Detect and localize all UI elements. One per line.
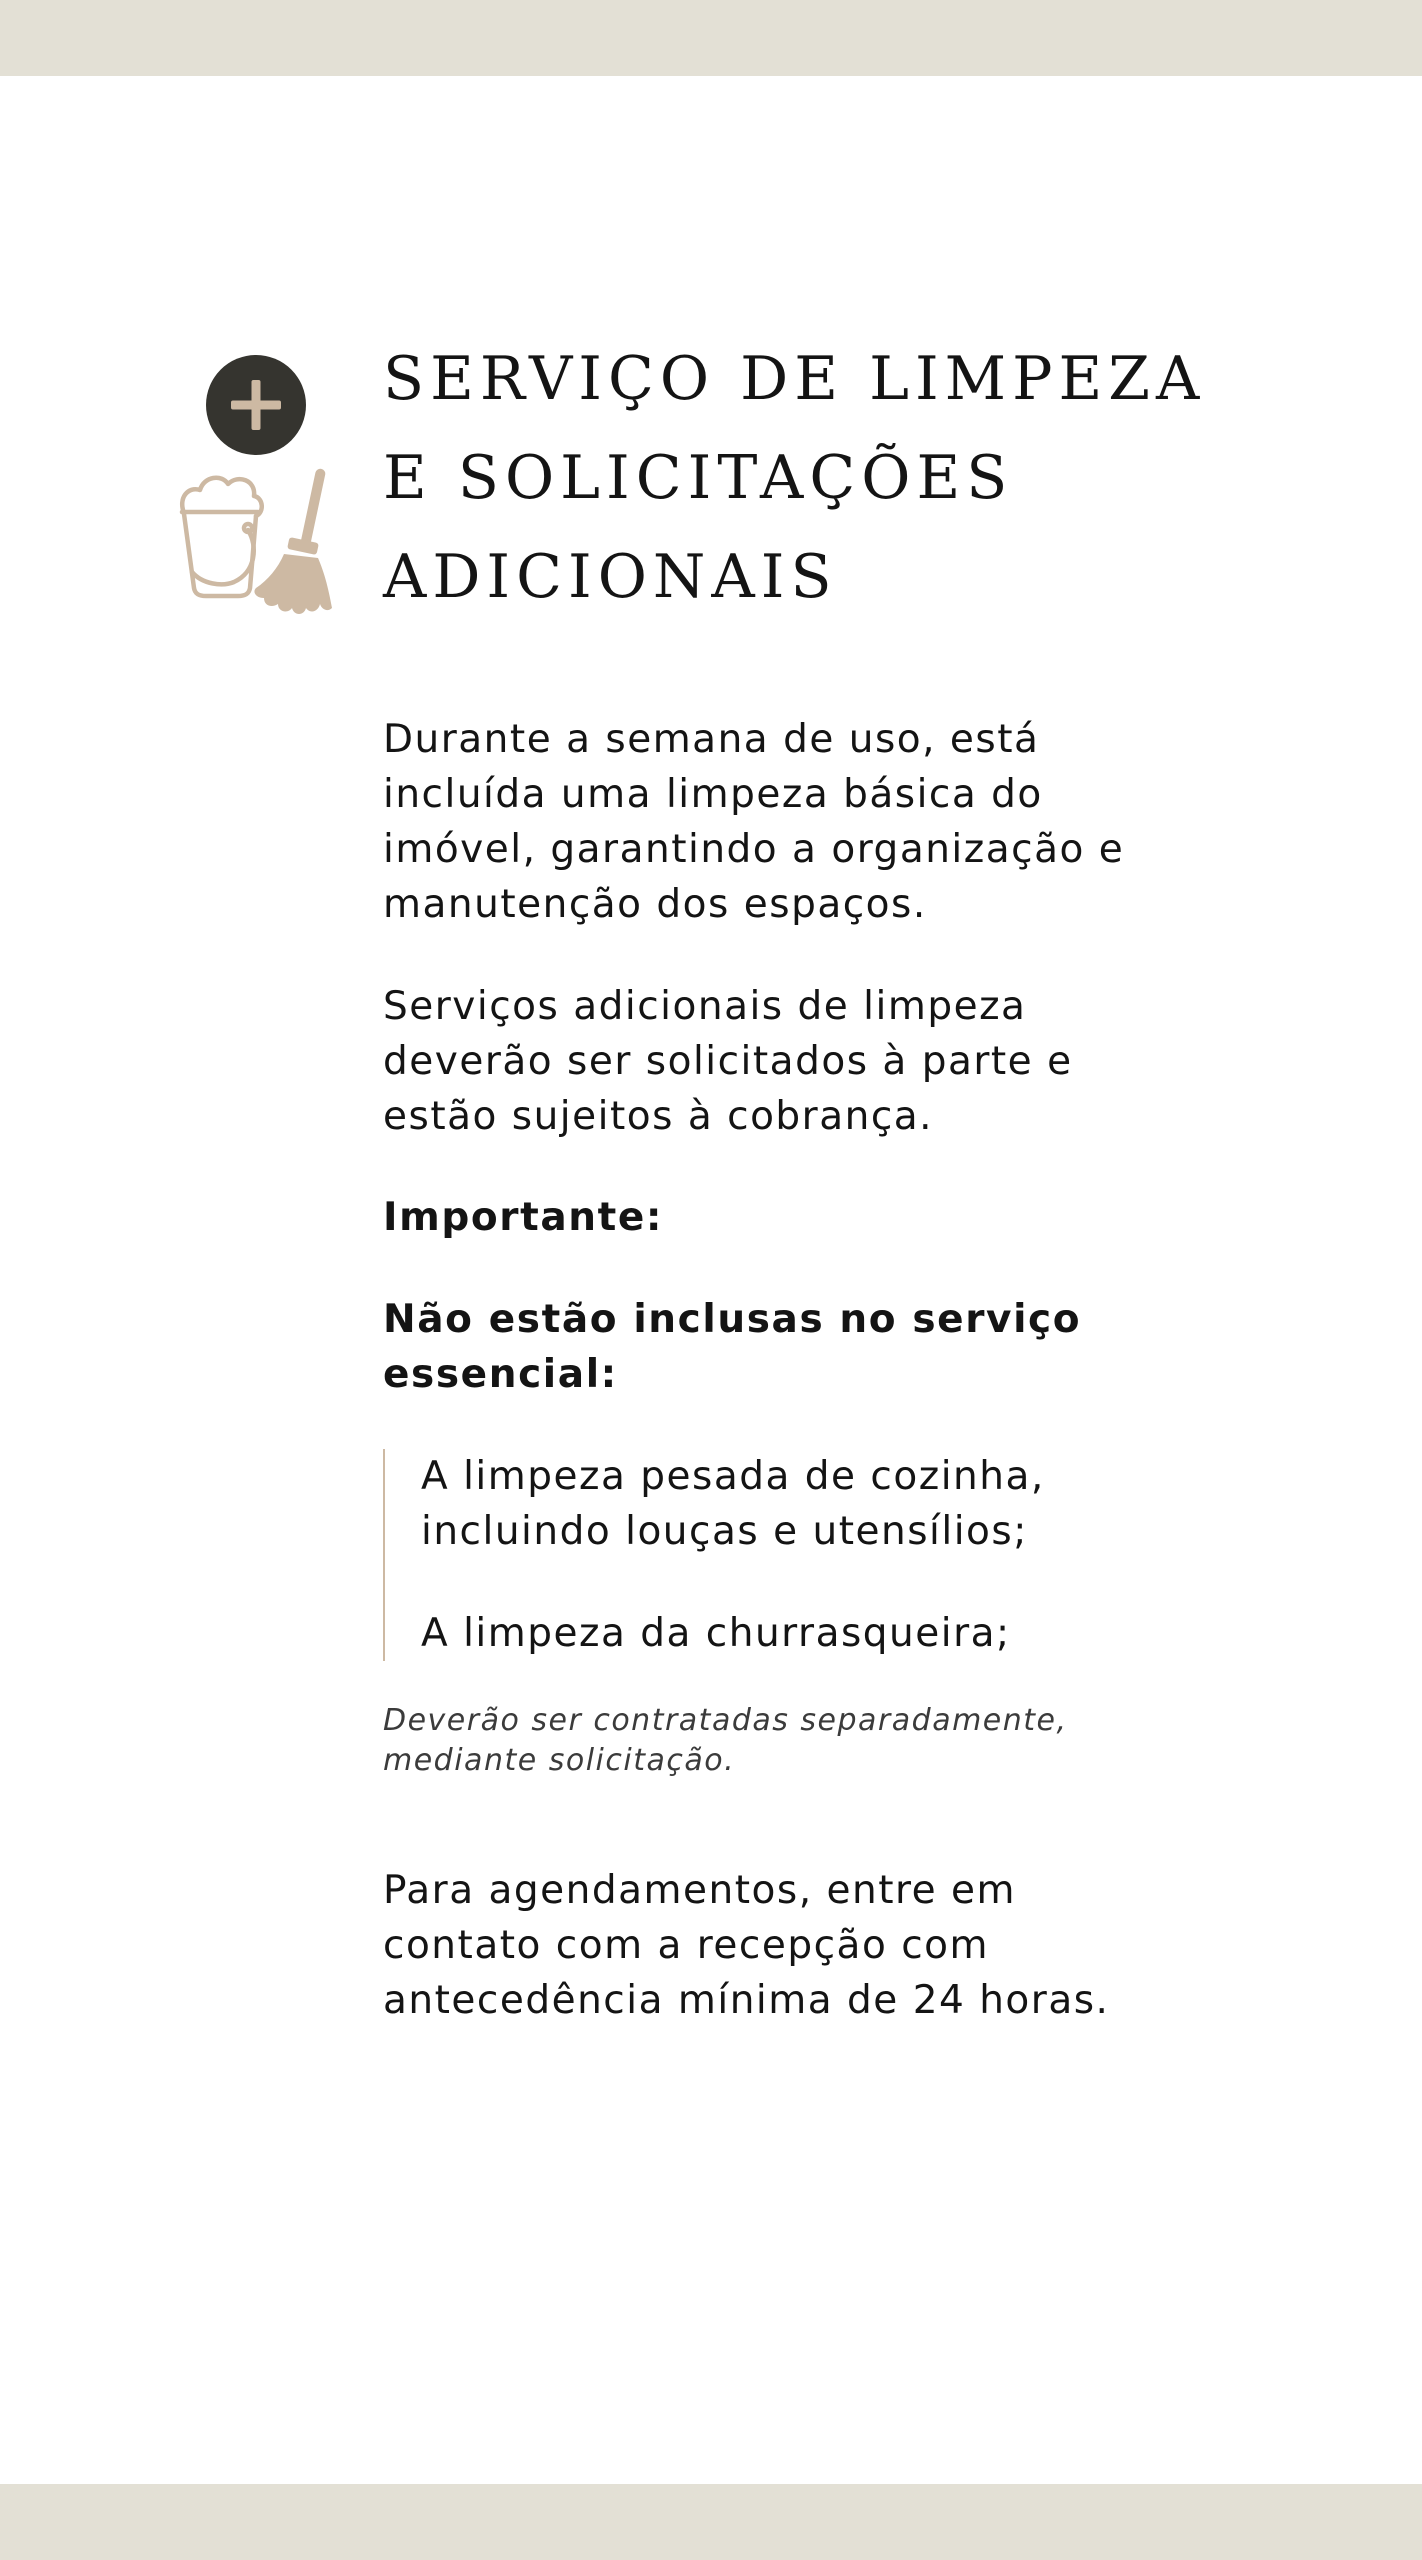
text-line: essencial: bbox=[383, 1352, 618, 1397]
text-line: contato com a recepção com bbox=[383, 1923, 990, 1968]
title-line: SERVIÇO DE LIMPEZA bbox=[383, 344, 1206, 414]
content-section bbox=[383, 712, 1183, 2028]
plus-icon bbox=[206, 355, 306, 455]
scheduling-paragraph bbox=[383, 1863, 1183, 2028]
excluded-items-list bbox=[383, 1449, 1183, 1661]
text-line: Não estão inclusas no serviço bbox=[383, 1297, 1082, 1342]
text-line: Para agendamentos, entre em bbox=[383, 1868, 1017, 1913]
list-item bbox=[421, 1606, 1183, 1661]
top-band bbox=[0, 0, 1422, 76]
text-line: A limpeza da churrasqueira; bbox=[421, 1611, 1011, 1656]
text-line: incluída uma limpeza básica do bbox=[383, 772, 1043, 817]
not-included-heading bbox=[383, 1292, 1183, 1402]
bottom-band bbox=[0, 2484, 1422, 2560]
page-title bbox=[383, 330, 1263, 627]
text-line: manutenção dos espaços. bbox=[383, 882, 927, 927]
text-line: estão sujeitos à cobrança. bbox=[383, 1094, 934, 1139]
bucket-and-broom-icon bbox=[176, 468, 346, 618]
intro-paragraph bbox=[383, 712, 1183, 932]
list-item bbox=[421, 1449, 1183, 1559]
title-line: ADICIONAIS bbox=[383, 542, 838, 612]
contract-note bbox=[383, 1701, 1183, 1781]
note-line: Deverão ser contratadas separadamente, bbox=[383, 1703, 1068, 1738]
text-line: incluindo louças e utensílios; bbox=[421, 1509, 1028, 1554]
text-line: imóvel, garantindo a organização e bbox=[383, 827, 1125, 872]
title-line: E SOLICITAÇÕES bbox=[383, 443, 1014, 513]
important-label: Importante: bbox=[383, 1195, 664, 1240]
service-icon-group bbox=[176, 350, 346, 625]
additional-services-paragraph bbox=[383, 979, 1183, 1144]
text-line: deverão ser solicitados à parte e bbox=[383, 1039, 1073, 1084]
note-line: mediante solicitação. bbox=[383, 1743, 736, 1778]
text-line: Serviços adicionais de limpeza bbox=[383, 984, 1027, 1029]
text-line: A limpeza pesada de cozinha, bbox=[421, 1454, 1045, 1499]
text-line: Durante a semana de uso, está bbox=[383, 717, 1040, 762]
text-line: antecedência mínima de 24 horas. bbox=[383, 1978, 1110, 2023]
